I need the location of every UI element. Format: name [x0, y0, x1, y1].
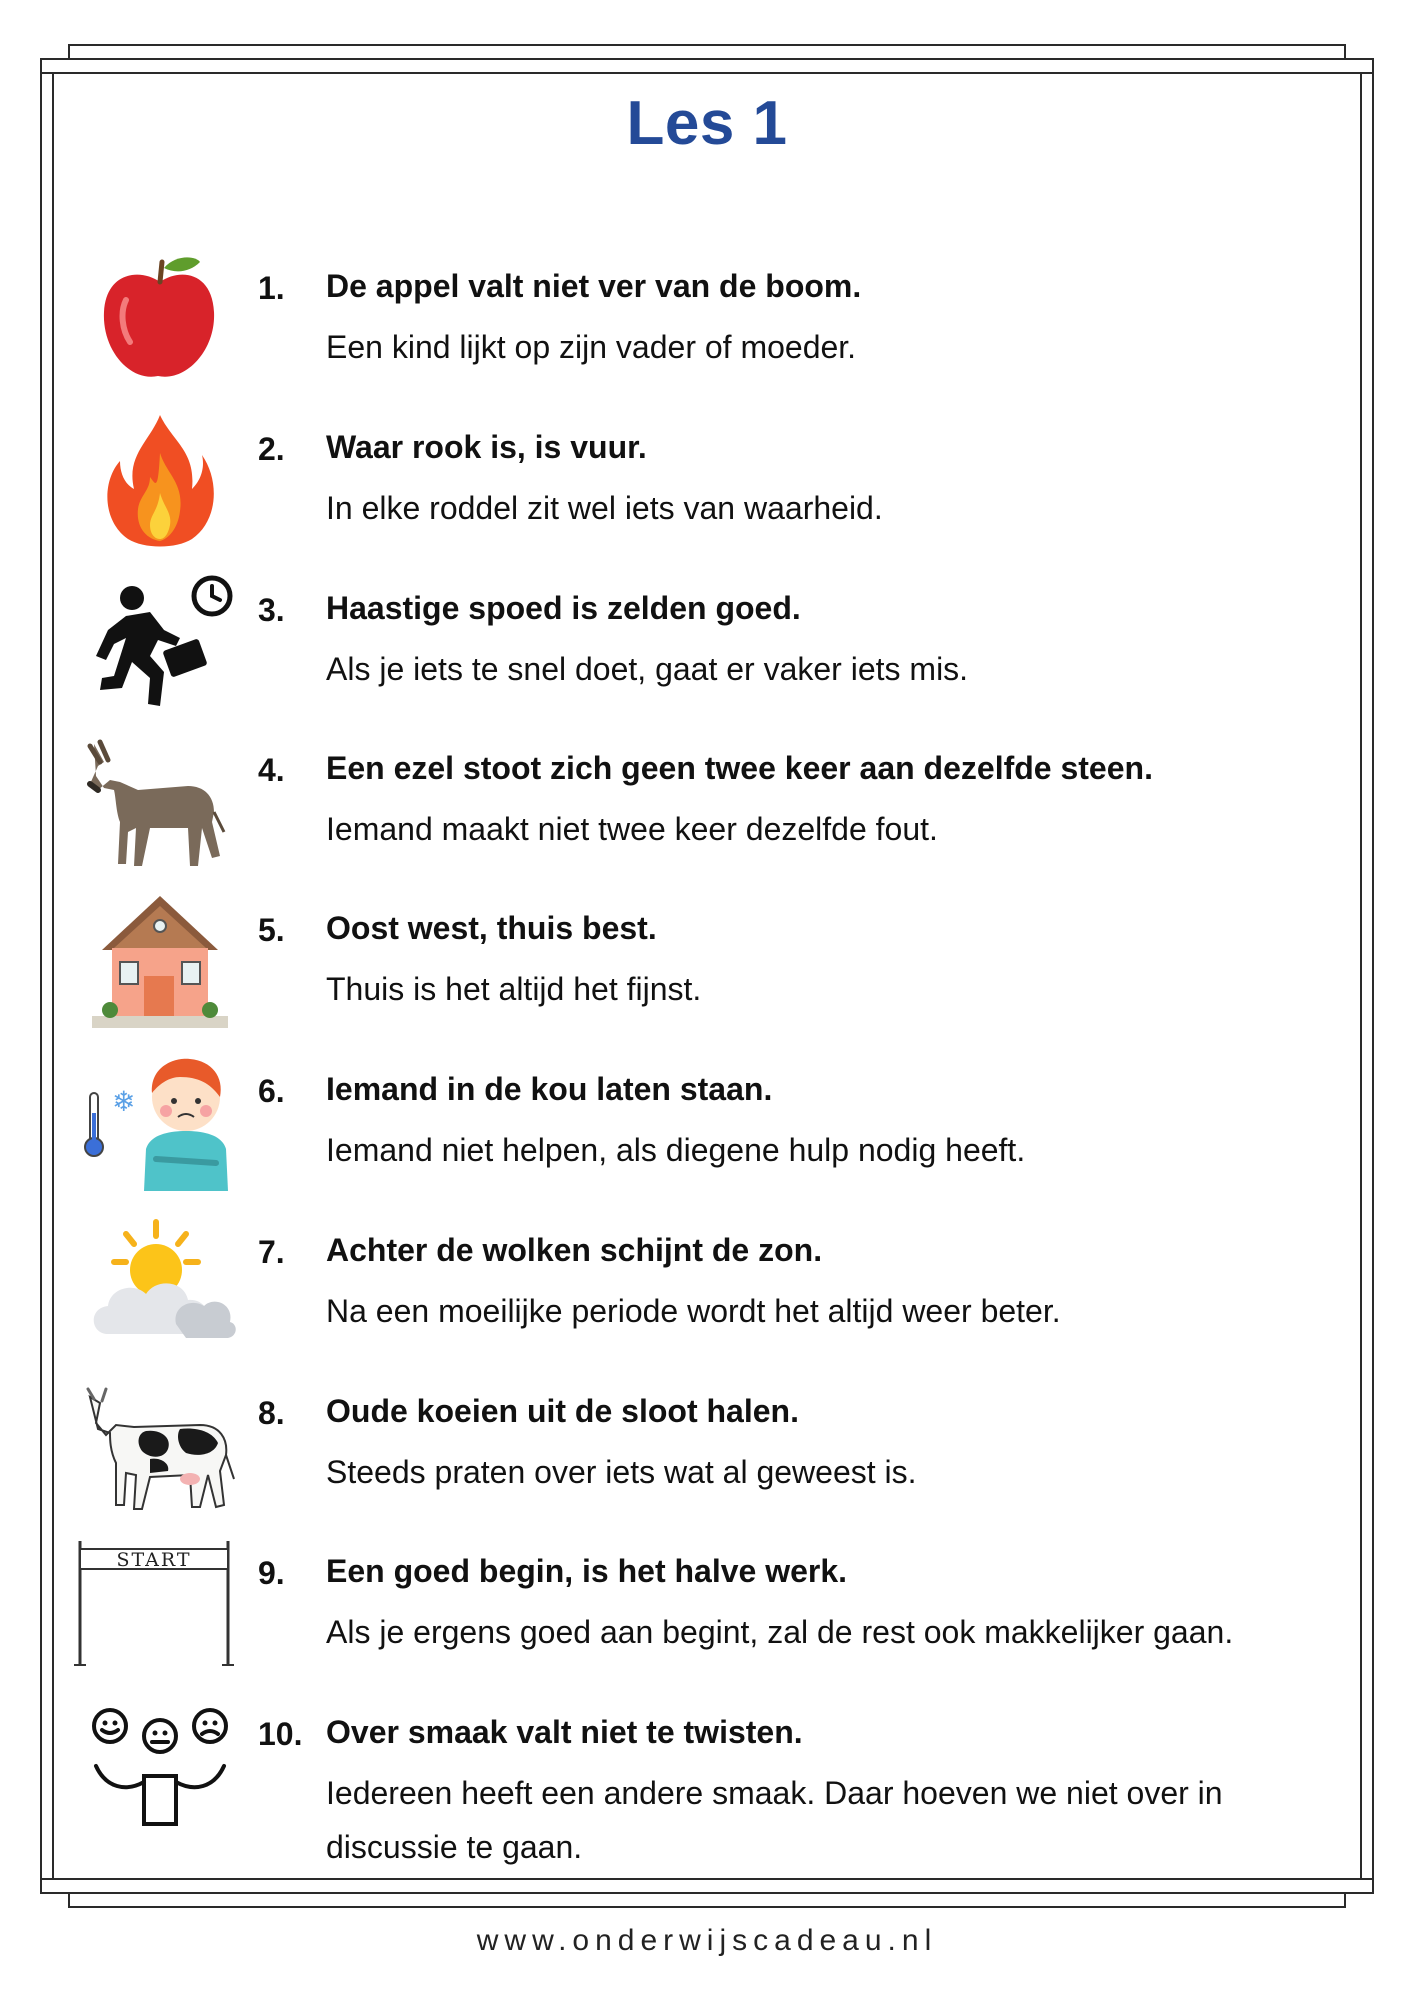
proverb-text: Een ezel stoot zich geen twee keer aan dezelfde steen.: [326, 750, 1153, 786]
proverb-text: Iemand in de kou laten staan.: [326, 1071, 773, 1107]
proverb-item-8: [0, 1395, 1414, 1545]
meaning-text: Na een moeilijke periode wordt het altijd weer beter.: [326, 1293, 1061, 1329]
proverb-text: Oost west, thuis best.: [326, 910, 657, 946]
cow-icon: [80, 1375, 240, 1515]
proverb-item-5: [0, 912, 1414, 1062]
proverb-item-4: [0, 752, 1414, 902]
meaning-text: Iedereen heeft een andere smaak. Daar hoeven we niet over in discussie te gaan.: [326, 1775, 1223, 1865]
item-number: 9.: [258, 1555, 285, 1591]
proverb-text: Achter de wolken schijnt de zon.: [326, 1232, 823, 1268]
hurrying-man-icon: [80, 572, 240, 712]
meaning-text: Als je iets te snel doet, gaat er vaker iets mis.: [326, 651, 969, 687]
cold-boy-icon: [80, 1053, 240, 1193]
item-number: 8.: [258, 1395, 285, 1431]
item-number: 7.: [258, 1234, 285, 1270]
apple-icon: [80, 250, 240, 390]
meaning-text: In elke roddel zit wel iets van waarheid.: [326, 490, 883, 526]
meaning-text: Iemand niet helpen, als diegene hulp nodig heeft.: [326, 1132, 1026, 1168]
frame-corner-top: [68, 44, 1346, 58]
item-number: 10.: [258, 1716, 303, 1752]
item-number: 4.: [258, 752, 285, 788]
proverb-item-6: [0, 1073, 1414, 1223]
proverb-item-3: [0, 592, 1414, 742]
meaning-text: Een kind lijkt op zijn vader of moeder.: [326, 329, 857, 365]
house-icon: [80, 892, 240, 1032]
meaning-text: Iemand maakt niet twee keer dezelfde fout.: [326, 811, 938, 847]
footer-website: www.onderwijscadeau.nl: [476, 1924, 938, 1957]
proverb-text: Over smaak valt niet te twisten.: [326, 1714, 803, 1750]
opinions-person-icon: [80, 1696, 240, 1836]
page-title: Les 1: [626, 89, 788, 158]
item-number: 1.: [258, 270, 285, 306]
donkey-icon: [80, 732, 240, 872]
fire-icon: [80, 411, 240, 551]
proverb-text: Waar rook is, is vuur.: [326, 429, 647, 465]
meaning-text: Als je ergens goed aan begint, zal de rest ook makkelijker gaan.: [326, 1614, 1234, 1650]
item-number: 2.: [258, 431, 285, 467]
meaning-text: Steeds praten over iets wat al geweest is.: [326, 1454, 917, 1490]
start-banner-icon: [72, 1535, 242, 1675]
proverb-item-10: [0, 1716, 1414, 1866]
proverb-item-7: [0, 1234, 1414, 1384]
start-banner-label: START: [116, 1549, 192, 1571]
frame-corner-bottom: [68, 1894, 1346, 1908]
item-number: 5.: [258, 912, 285, 948]
meaning-text: Thuis is het altijd het fijnst.: [326, 971, 702, 1007]
proverb-text: Oude koeien uit de sloot halen.: [326, 1393, 799, 1429]
proverb-text: De appel valt niet ver van de boom.: [326, 268, 862, 304]
proverb-text: Een goed begin, is het halve werk.: [326, 1553, 848, 1589]
proverb-item-9: [0, 1549, 1414, 1705]
proverb-text: Haastige spoed is zelden goed.: [326, 590, 801, 626]
proverb-item-1: [0, 270, 1414, 420]
item-number: 3.: [258, 592, 285, 628]
item-number: 6.: [258, 1073, 285, 1109]
sun-cloud-icon: [80, 1214, 240, 1354]
proverb-item-2: [0, 431, 1414, 581]
svg-text:❄: ❄: [112, 1085, 136, 1118]
